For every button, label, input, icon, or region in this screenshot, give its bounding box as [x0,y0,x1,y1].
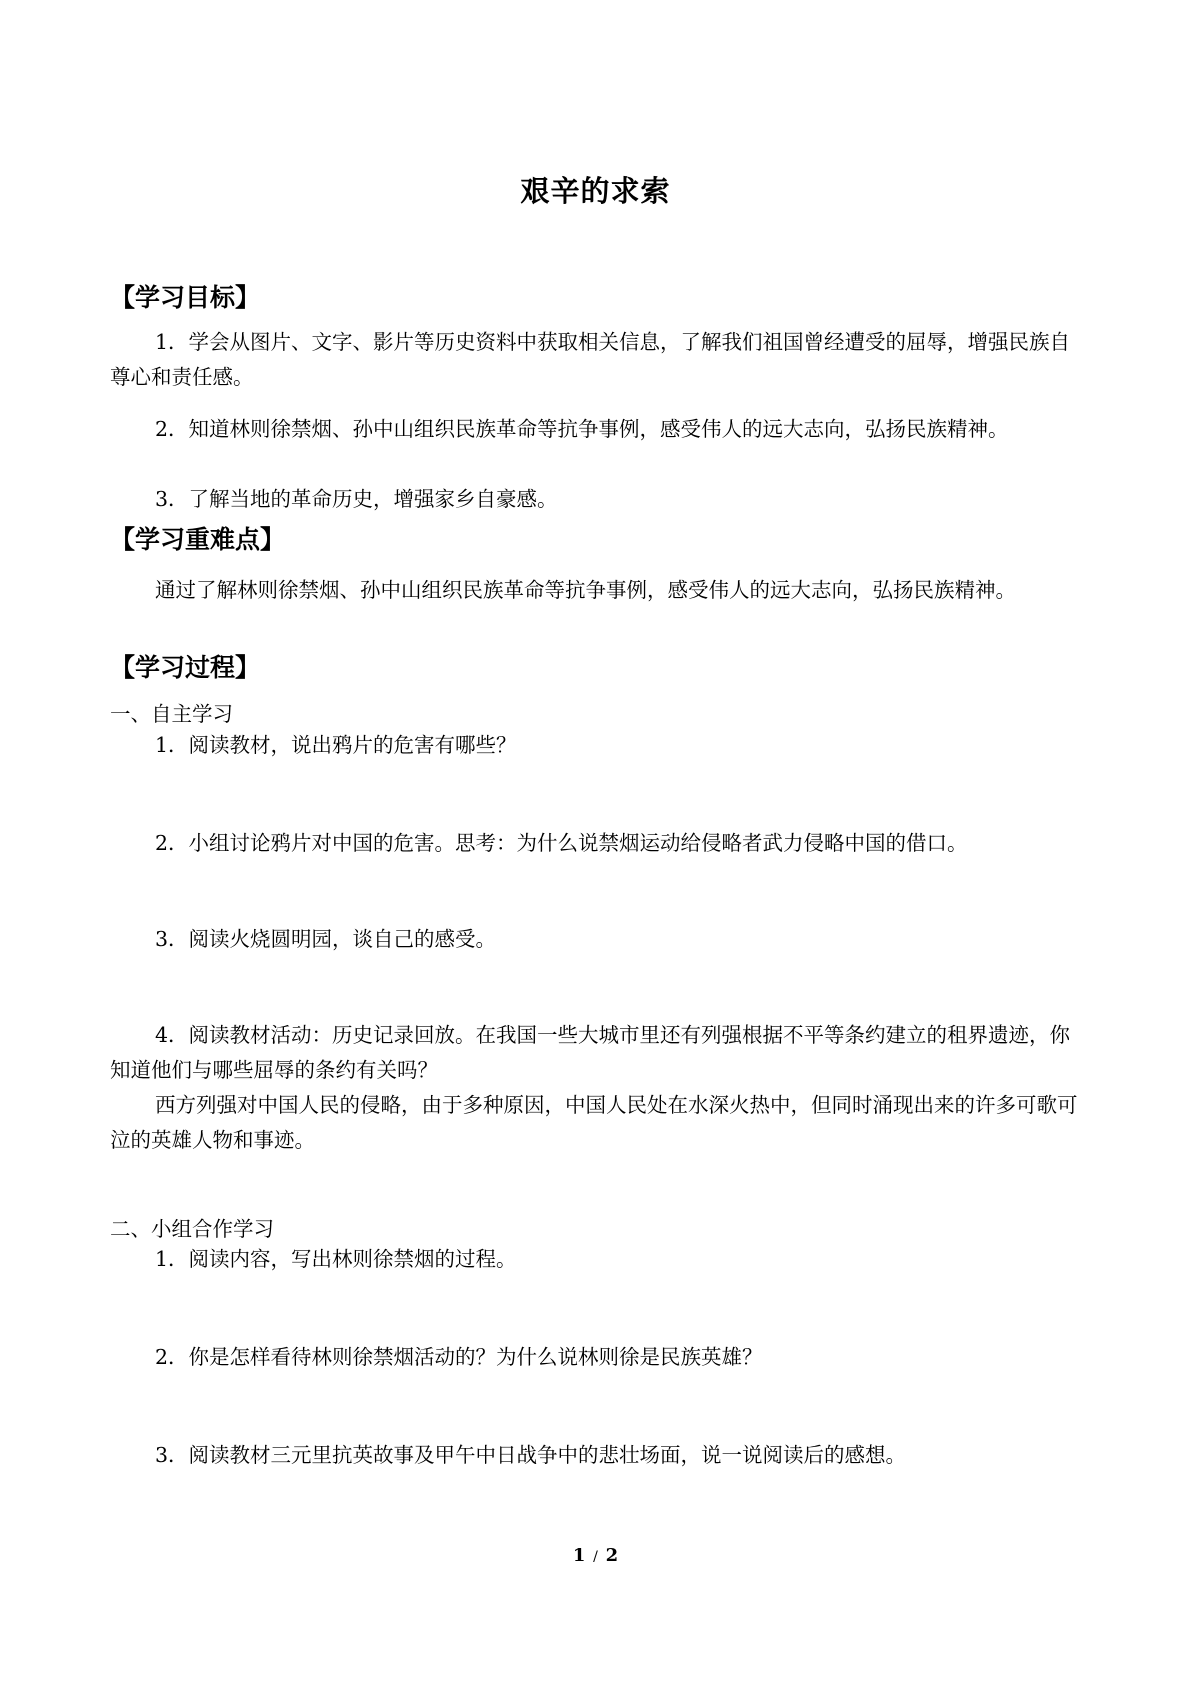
objectives-heading: 【学习目标】 [110,283,261,312]
document-title: 艰辛的求索 [520,174,671,208]
part2-item-3: 3．阅读教材三元里抗英故事及甲午中日战争中的悲壮场面，说一说阅读后的感想。 [155,1443,907,1467]
part1-item-3: 3．阅读火烧圆明园，谈自己的感受。 [155,927,497,951]
page-number [0,1543,1191,1570]
part1-note: 西方列强对中国人民的侵略，由于多种原因，中国人民处在水深火热中，但同时涌现出来的许多可歌可泣的英雄人物和事迹。 [110,1093,1078,1152]
objective-item-1: 1．学会从图片、文字、影片等历史资料中获取相关信息，了解我们祖国曾经遭受的屈辱，增强民族自尊心和责任感。 [110,330,1071,389]
part1-title: 一、自主学习 [110,702,233,726]
objective-item-2: 2．知道林则徐禁烟、孙中山组织民族革命等抗争事例，感受伟人的远大志向，弘扬民族精神。 [155,417,1009,441]
key-points-heading: 【学习重难点】 [110,525,286,554]
part2-item-1: 1．阅读内容，写出林则徐禁烟的过程。 [155,1247,517,1271]
part2-title: 二、小组合作学习 [110,1217,274,1241]
part1-item-1: 1．阅读教材，说出鸦片的危害有哪些？ [155,733,517,757]
page-number-current: 1 [572,1545,586,1566]
part1-item-2: 2．小组讨论鸦片对中国的危害。思考：为什么说禁烟运动给侵略者武力侵略中国的借口。 [155,831,968,855]
page-number-total: 2 [605,1545,619,1566]
part1-item-4: 4．阅读教材活动：历史记录回放。在我国一些大城市里还有列强根据不平等条约建立的租界遗迹，你知道他们与哪些屈辱的条约有关吗？ [110,1023,1071,1082]
page-number-separator: / [593,1549,598,1565]
part2-item-2: 2．你是怎样看待林则徐禁烟活动的？为什么说林则徐是民族英雄？ [155,1345,763,1369]
objective-item-3: 3．了解当地的革命历史，增强家乡自豪感。 [155,487,558,511]
process-heading: 【学习过程】 [110,653,261,682]
key-points-text: 通过了解林则徐禁烟、孙中山组织民族革命等抗争事例，感受伟人的远大志向，弘扬民族精神。 [155,578,1016,602]
